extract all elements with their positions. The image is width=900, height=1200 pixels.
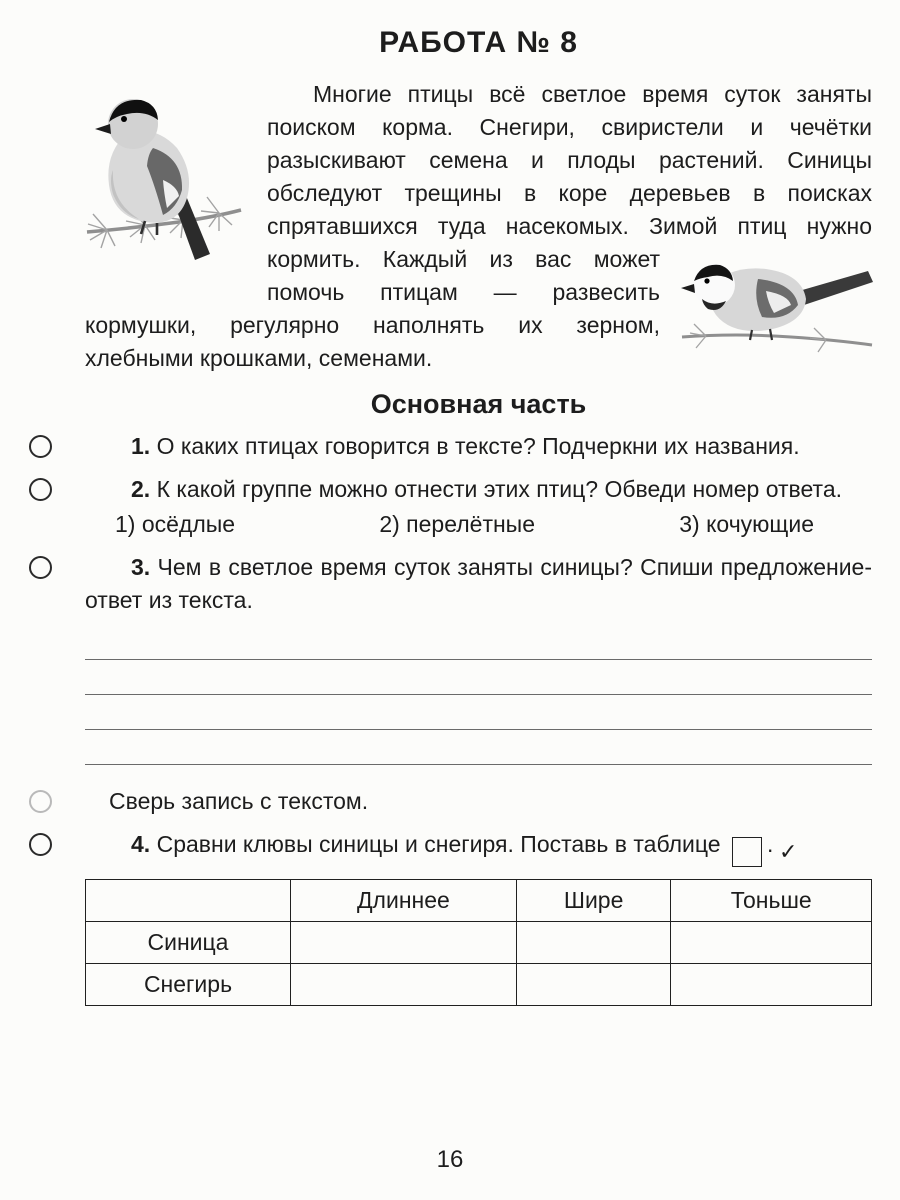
task-1-number: 1. — [131, 433, 151, 459]
answer-line-1[interactable] — [85, 625, 872, 660]
task-2-text: К какой группе можно отнести этих птиц? Обведи номер ответа. — [156, 476, 842, 502]
task-3 — [85, 551, 872, 617]
check-note-marker-circle[interactable] — [29, 790, 52, 813]
answer-line-2[interactable] — [85, 660, 872, 695]
checkmark-box: ✓ — [732, 837, 762, 867]
task-1-marker-circle[interactable] — [29, 435, 52, 458]
task-3-marker-circle[interactable] — [29, 556, 52, 579]
col-header-longer: Длиннее — [291, 880, 517, 922]
page-number: 16 — [436, 1146, 464, 1173]
answer-lines — [85, 625, 872, 765]
task-4-number: 4. — [131, 831, 151, 857]
main-part-heading: Основная часть — [370, 389, 587, 419]
table-header-row — [86, 880, 872, 922]
row-header-sinitsa: Синица — [86, 922, 291, 964]
task-4-text-after: . — [766, 831, 774, 857]
task-2-marker-circle[interactable] — [29, 478, 52, 501]
option-pereletnye[interactable]: 2) перелётные — [379, 511, 536, 537]
task-3-number: 3. — [131, 554, 151, 580]
table-row-snegir — [86, 964, 872, 1006]
answer-cell-sinitsa-longer[interactable] — [291, 922, 517, 964]
worksheet-title: РАБОТА № 8 — [379, 26, 578, 59]
option-kochuyushchie[interactable]: 3) кочующие — [679, 511, 814, 537]
answer-cell-snegir-wider[interactable] — [516, 964, 671, 1006]
task-2-number: 2. — [131, 476, 151, 502]
row-header-snegir: Снегирь — [86, 964, 291, 1006]
answer-cell-snegir-longer[interactable] — [291, 964, 517, 1006]
col-header-thinner: Тоньше — [671, 880, 872, 922]
answer-line-4[interactable] — [85, 730, 872, 765]
task-4 — [85, 828, 872, 867]
check-note-text: Сверь запись с текстом. — [109, 788, 369, 814]
answer-cell-snegir-thinner[interactable] — [671, 964, 872, 1006]
answer-cell-sinitsa-thinner[interactable] — [671, 922, 872, 964]
task-4-marker-circle[interactable] — [29, 833, 52, 856]
answer-cell-sinitsa-wider[interactable] — [516, 922, 671, 964]
comparison-table — [85, 879, 872, 1006]
task-1-text: О каких птицах говорится в тексте? Подчеркни их названия. — [156, 433, 800, 459]
intro-text-part2: Каждый из вас может помочь птицам — развесить кормушки, регулярно наполнять их зерном, хлебными крошками, семенами. — [85, 246, 661, 371]
task-3-text: Чем в светлое время суток заняты синицы? Спиши предложение-ответ из текста. — [85, 554, 872, 613]
task-2-options — [85, 508, 872, 541]
tit-image — [676, 249, 876, 353]
check-note — [85, 785, 872, 818]
bullfinch-image — [79, 82, 247, 282]
task-4-text: Сравни клювы синицы и снегиря. Поставь в таблице — [156, 831, 721, 857]
table-corner-cell — [86, 880, 291, 922]
task-2 — [85, 473, 872, 506]
table-row-sinitsa — [86, 922, 872, 964]
intro-text — [85, 78, 872, 375]
answer-line-3[interactable] — [85, 695, 872, 730]
task-1 — [85, 430, 872, 463]
col-header-wider: Шире — [516, 880, 671, 922]
intro-text-part1: Многие птицы всё светлое время суток заняты поиском корма. Снегири, свиристели и чечётки разыскивают семена и плоды растений. Синицы обследуют трещины в коре деревьев в поисках спрятавшихся туда насекомых. Зимой птиц нужно кормить. — [267, 81, 872, 272]
option-osedlye[interactable]: 1) осёдлые — [115, 511, 236, 537]
